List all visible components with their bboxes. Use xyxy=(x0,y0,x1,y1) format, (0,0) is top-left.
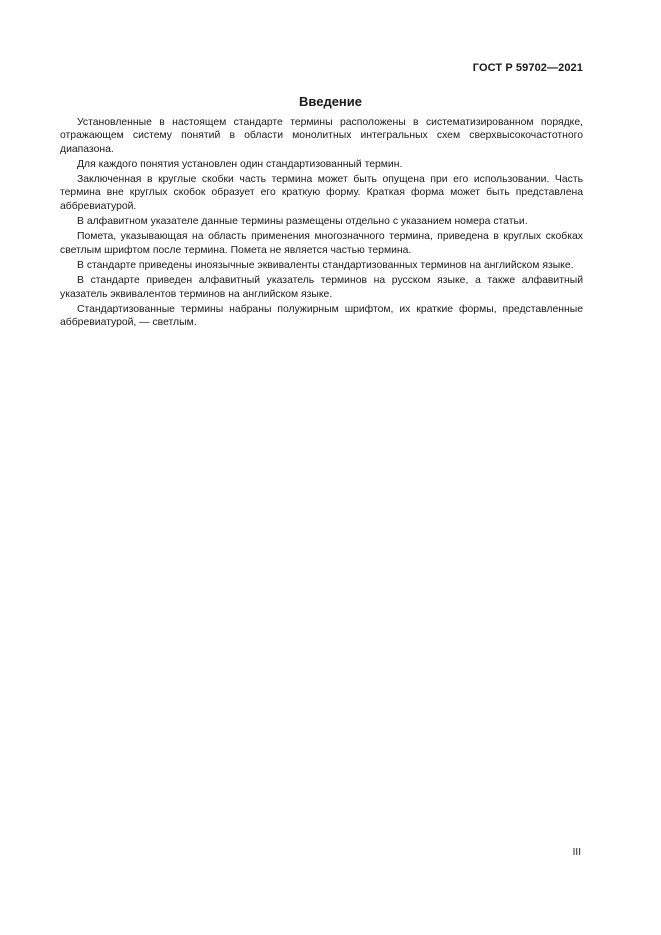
paragraph-5: Помета, указывающая на область применения многозначного термина, приведена в круглых скобках светлым шрифтом после термина. Помета не является частью термина. xyxy=(60,231,583,256)
paragraph-4: В алфавитном указателе данные термины размещены отдельно с указанием номера статьи. xyxy=(77,216,528,228)
section-body xyxy=(60,116,583,331)
paragraph-2: Для каждого понятия установлен один стандартизованный термин. xyxy=(77,158,403,170)
paragraph-8: Стандартизованные термины набраны полужирным шрифтом, их краткие формы, представленные аббревиатурой, — светлым. xyxy=(60,303,583,329)
paragraph-3: Заключенная в круглые скобки часть термина может быть опущена при его использовании. Часть термина вне круглых скобок образует его краткую форму. Краткая форма может быть представлена аббревиатурой. xyxy=(60,174,583,212)
page-number: III xyxy=(572,847,581,858)
paragraph-1: Установленные в настоящем стандарте термины расположены в систематизированном порядке, отражающем систему понятий в области монолитных интегральных схем сверхвысокочастотного диапазона. xyxy=(60,117,583,155)
paragraph-6: В стандарте приведены иноязычные эквиваленты стандартизованных терминов на английском языке. xyxy=(77,259,574,271)
paragraph-7: В стандарте приведен алфавитный указатель терминов на русском языке, а также алфавитный указатель эквивалентов терминов на английском языке. xyxy=(60,275,583,300)
document-code: ГОСТ Р 59702—2021 xyxy=(472,62,583,74)
section-title: Введение xyxy=(299,94,362,109)
